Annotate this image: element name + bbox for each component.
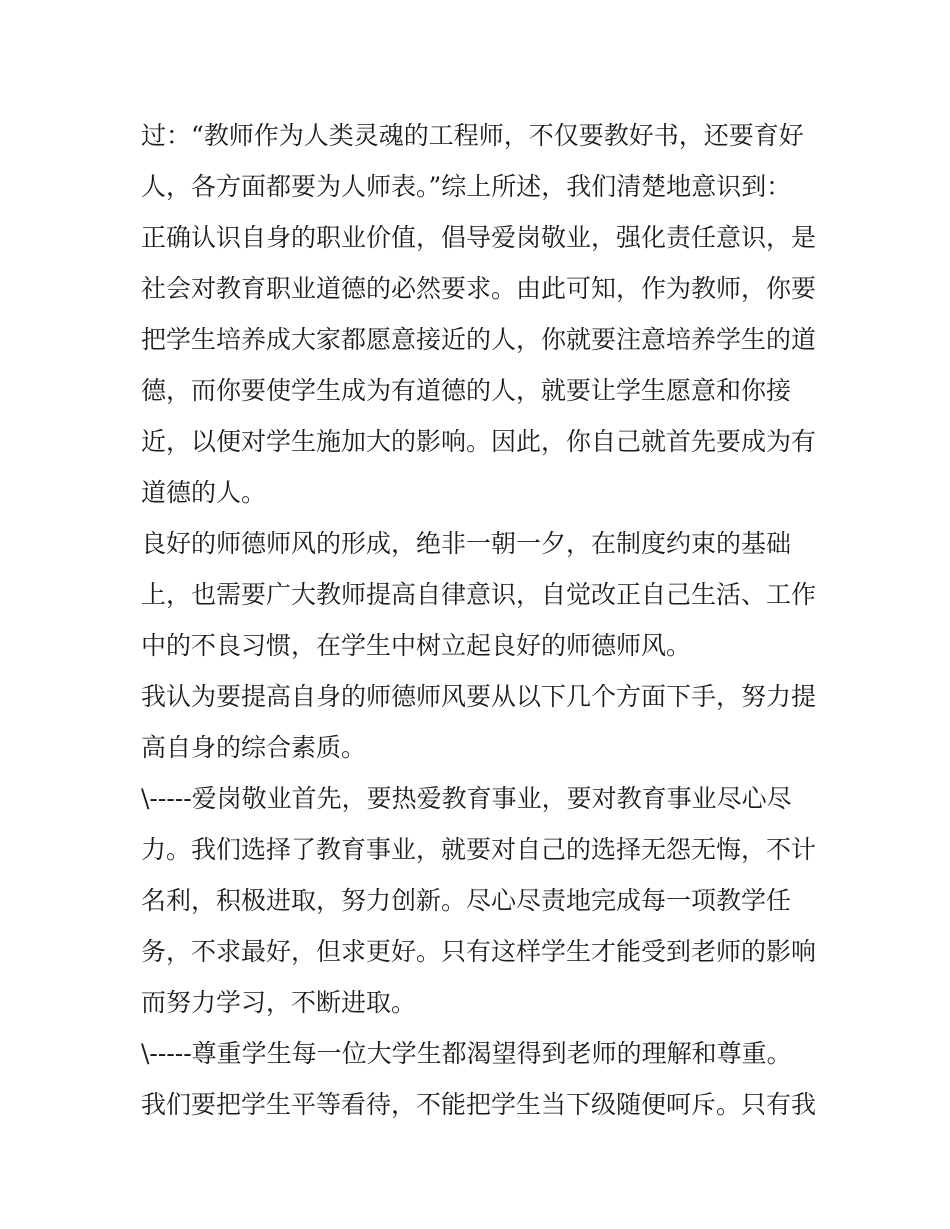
body-text — [141, 110, 821, 1130]
text-line: 把学生培养成大家都愿意接近的人，你就要注意培养学生的道 — [141, 325, 817, 354]
text-line: 我认为要提高自身的师德师风要从以下几个方面下手，努力提 — [141, 682, 817, 711]
text-line: 社会对教育职业道德的必然要求。由此可知，作为教师，你要 — [141, 274, 817, 303]
text-line: \-----爱岗敬业首先，要热爱教育事业，要对教育事业尽心尽 — [141, 784, 792, 813]
text-line: 道德的人。 — [141, 478, 267, 507]
text-line: 良好的师德师风的形成，绝非一朝一夕，在制度约束的基础 — [141, 529, 792, 558]
text-line: 我们要把学生平等看待，不能把学生当下级随便呵斥。只有我 — [141, 1090, 817, 1119]
text-line: 而努力学习，不断进取。 — [141, 988, 417, 1017]
text-line: 人，各方面都要为人师表。”综上所述，我们清楚地意识到： — [141, 172, 792, 201]
text-line: 德，而你要使学生成为有道德的人，就要让学生愿意和你接 — [141, 376, 792, 405]
text-line: 上，也需要广大教师提高自律意识，自觉改正自己生活、工作 — [141, 580, 817, 609]
text-line: 名利，积极进取，努力创新。尽心尽责地完成每一项教学任 — [141, 886, 792, 915]
text-line: 高自身的综合素质。 — [141, 733, 367, 762]
text-line: 正确认识自身的职业价值，倡导爱岗敬业，强化责任意识，是 — [141, 223, 817, 252]
text-line: 务，不求最好，但求更好。只有这样学生才能受到老师的影响 — [141, 937, 817, 966]
text-line: 中的不良习惯，在学生中树立起良好的师德师风。 — [141, 631, 692, 660]
text-line: 力。我们选择了教育事业，就要对自己的选择无怨无悔，不计 — [141, 835, 817, 864]
text-line: 过：“教师作为人类灵魂的工程师，不仅要教好书，还要育好 — [141, 121, 804, 150]
text-line: 近，以便对学生施加大的影响。因此，你自己就首先要成为有 — [141, 427, 817, 456]
text-line: \-----尊重学生每一位大学生都渴望得到老师的理解和尊重。 — [141, 1039, 792, 1068]
